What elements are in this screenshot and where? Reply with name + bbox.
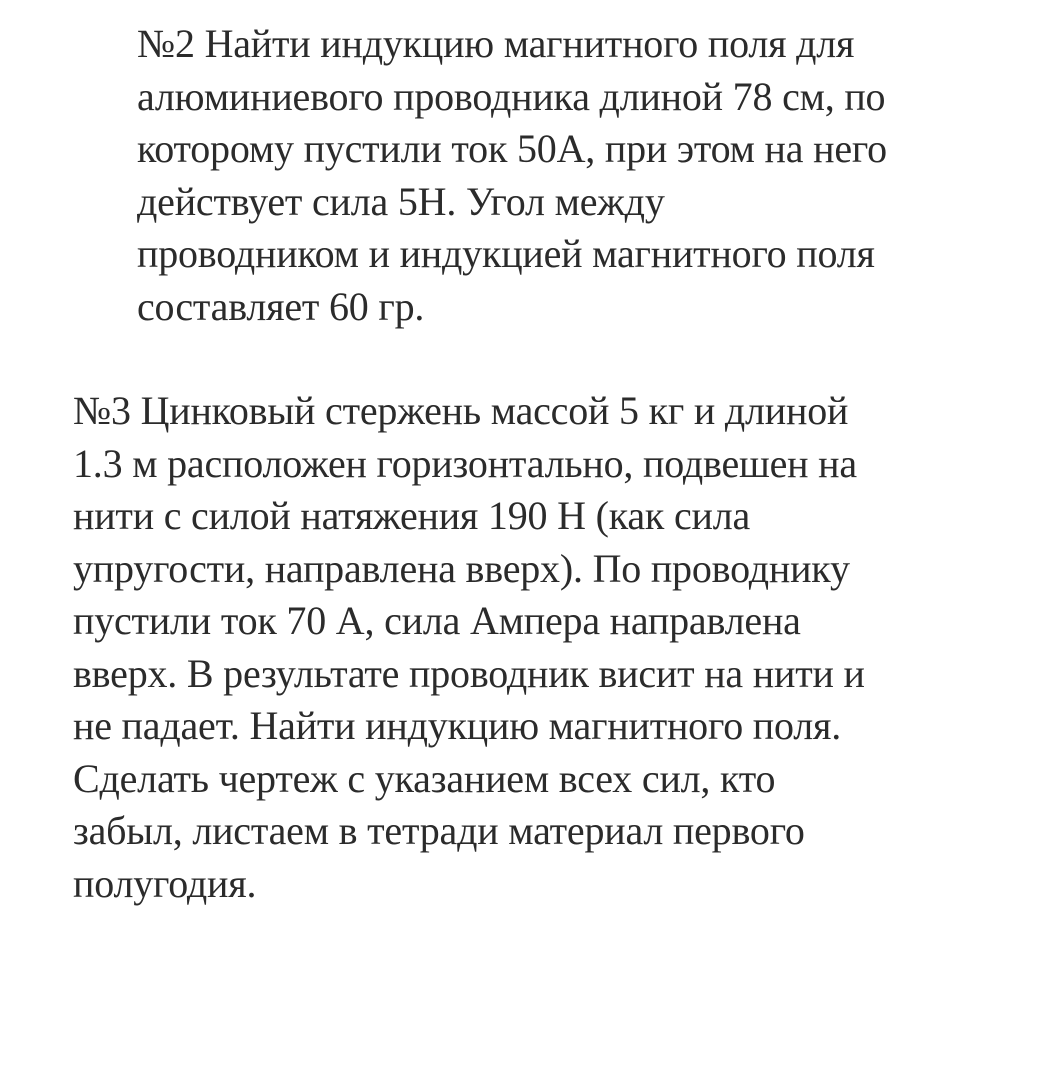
problem-3-line: не падает. Найти индукцию магнитного поля. — [73, 703, 842, 748]
problem-3-line: полугодия. — [73, 860, 257, 906]
problem-3-line: вверх. В результате проводник висит на нити и — [73, 650, 865, 696]
problem-2-line: проводником и индукцией магнитного поля — [137, 231, 875, 276]
problem-3-line: нити с силой натяжения 190 Н (как сила — [73, 493, 751, 538]
problem-2-line: действует сила 5Н. Угол между — [137, 178, 665, 224]
problem-3-text — [73, 385, 1003, 910]
problem-3-line: пустили ток 70 А, сила Ампера направлена — [73, 598, 801, 643]
problem-2-text — [137, 18, 997, 333]
problem-3-line: забыл, листаем в тетради материал первого — [73, 808, 805, 853]
problem-2-line: которому пустили ток 50А, при этом на него — [137, 126, 887, 171]
problem-3-line: 1.3 м расположен горизонтально, подвешен на — [73, 440, 857, 486]
problem-3-line: Сделать чертеж с указанием всех сил, кто — [73, 755, 776, 801]
problem-2-line: составляет 60 гр. — [137, 283, 425, 329]
problem-3-line: №3 Цинковый стержень массой 5 кг и длиной — [73, 388, 849, 433]
problem-2-line: алюминиевого проводника длиной 78 см, по — [137, 73, 886, 119]
problem-3-line: упругости, направлена вверх). По проводнику — [73, 545, 850, 591]
problem-2-line: №2 Найти индукцию магнитного поля для — [137, 21, 855, 66]
